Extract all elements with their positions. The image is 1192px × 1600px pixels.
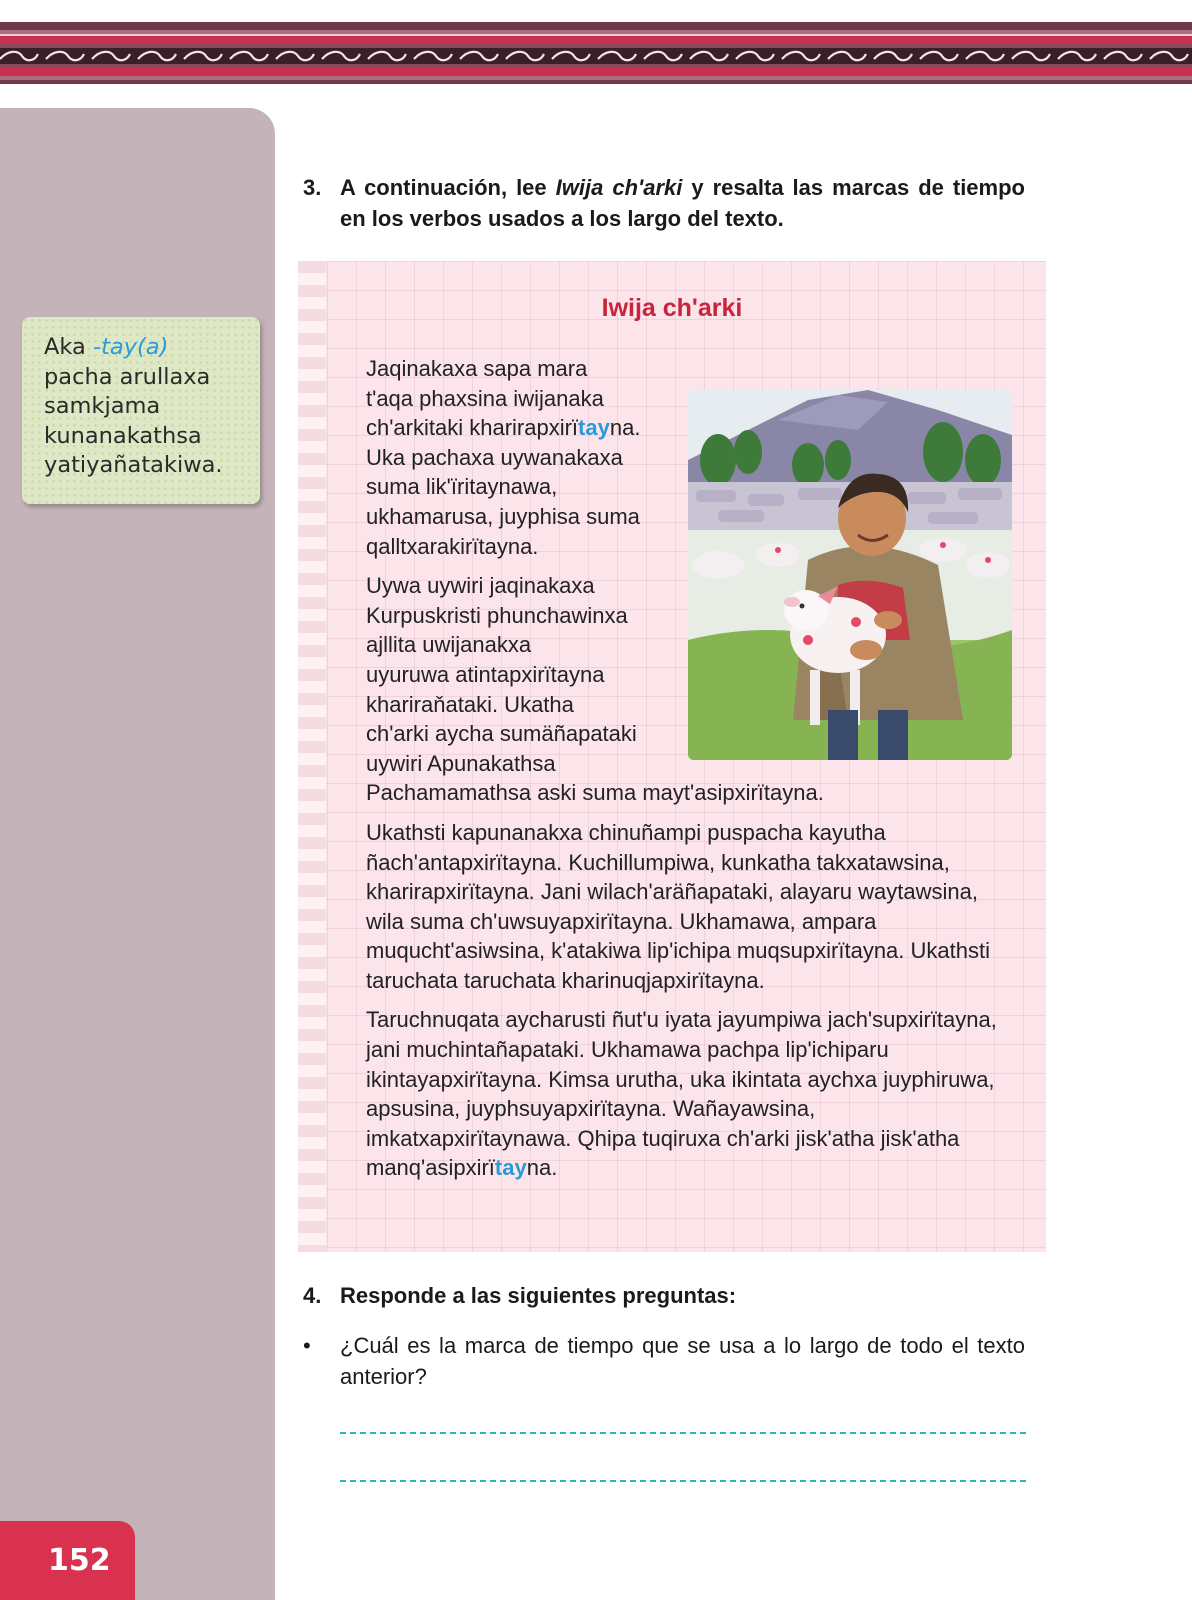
- story-line: ch'arkitaki khariraрxirï: [366, 415, 579, 441]
- story-paragraph: [366, 571, 1016, 808]
- story-paragraph: [366, 1005, 1016, 1183]
- card-torn-edge: [298, 261, 326, 1252]
- question-3: [303, 172, 1025, 234]
- bullet-dot: •: [303, 1333, 311, 1358]
- story-line: Pachamamathsa aski suma mayt'asipxirïtayna.: [366, 780, 824, 806]
- question-text: Responde a las siguientes preguntas:: [340, 1283, 737, 1308]
- story-line: ch'arki aycha sumäñapataki: [366, 721, 637, 747]
- story-line: uywiri Apunakathsa: [366, 750, 556, 776]
- question-text: y resalta las marcas de tiempo en los verbos usados a los largo del texto.: [340, 175, 1025, 231]
- answer-line[interactable]: [340, 1480, 1026, 1482]
- question-4: [303, 1280, 1025, 1311]
- question-italic-title: Iwija ch'arki: [555, 175, 683, 200]
- story-text: na.: [526, 1155, 558, 1181]
- story-paragraph: Ukathsti kapunanakxa chinuñampi puspacha kayutha ñach'antapxirïtayna. Kuchillumpiwa, kunkatha takxatawsina, kharirapxirïtayna. Jani wilach'aräñapataki, alayaru waytawsina, wila suma ch'uwsuyapxirïtayna. Ukhamawa, ampara muqucht'asiwsina, k'atakiwa lip'ichipa muqsupxirïtayna. Ukathsti taruchata taruchata kharinuqjapxirïtayna.: [366, 819, 990, 993]
- bullet-question: [303, 1330, 1025, 1392]
- story-line: Uywa uywiri jaqinakaxa: [366, 573, 595, 599]
- note-suffix-marker: -tay(a): [92, 334, 169, 360]
- story-body: [366, 354, 1016, 1193]
- question-text: A continuación, lee: [340, 175, 556, 200]
- note-prefix: Aka: [44, 334, 93, 360]
- note-line: yatiyañatakiwa.: [44, 452, 223, 478]
- story-line: khariraňataki. Ukatha: [366, 691, 574, 717]
- story-line: Jaqinakaxa sapa mara: [366, 356, 588, 381]
- note-line: pacha arullaxa: [44, 363, 211, 390]
- story-line: Uka pachaxa uywanakaxa: [366, 444, 623, 470]
- note-line: kunanakathsa: [44, 422, 202, 449]
- question-number: 4.: [303, 1283, 322, 1308]
- story-paragraph: [366, 354, 1016, 561]
- note-line: samkjama: [44, 393, 161, 419]
- story-line: qalltxarakirïtayna.: [366, 533, 539, 559]
- margin-note: [22, 317, 260, 504]
- decorative-top-band: [0, 22, 1192, 84]
- tense-marker-highlight: tay: [494, 1155, 527, 1181]
- page-number: 152: [0, 1521, 135, 1600]
- story-line: suma lik'ïritaynawa,: [366, 474, 558, 500]
- story-line: ajllita uwijanakxa: [366, 632, 532, 658]
- story-text: Taruchnuqata aycharusti ñut'u iyata jayumpiwa jach'supxirïtayna, jani muchintañapataki. Ukhamawa pachpa lip'ichiparu ikintayapxirïtayna. Kimsa urutha, uka ikintata aychxa juyphiruwa, apsusina, juyphsuyapxirïtayna. Wañayawsina, imkatxapxirïtaynawa. Qhipa tuqiruxa ch'arki jisk'atha jisk'atha manq'asipxirï: [366, 1007, 997, 1181]
- story-line: uyuruwa atintapxirïtayna: [366, 661, 605, 687]
- story-line: ukhamarusa, juyphisa suma: [366, 503, 640, 529]
- wave-pattern-icon: [0, 48, 1192, 64]
- story-title: Iwija ch'arki: [601, 294, 743, 322]
- bullet-question-text: ¿Cuál es la marca de tiempo que se usa a lo largo de todo el texto anterior?: [340, 1333, 1025, 1389]
- question-number: 3.: [303, 175, 322, 200]
- answer-line[interactable]: [340, 1432, 1026, 1434]
- tense-marker-highlight: tay: [578, 415, 610, 441]
- story-line: na.: [609, 415, 641, 441]
- story-line: t'aqa phaxsina iwijanaka: [366, 385, 604, 411]
- story-line: Kurpuskristi phunchawinxa: [366, 602, 628, 628]
